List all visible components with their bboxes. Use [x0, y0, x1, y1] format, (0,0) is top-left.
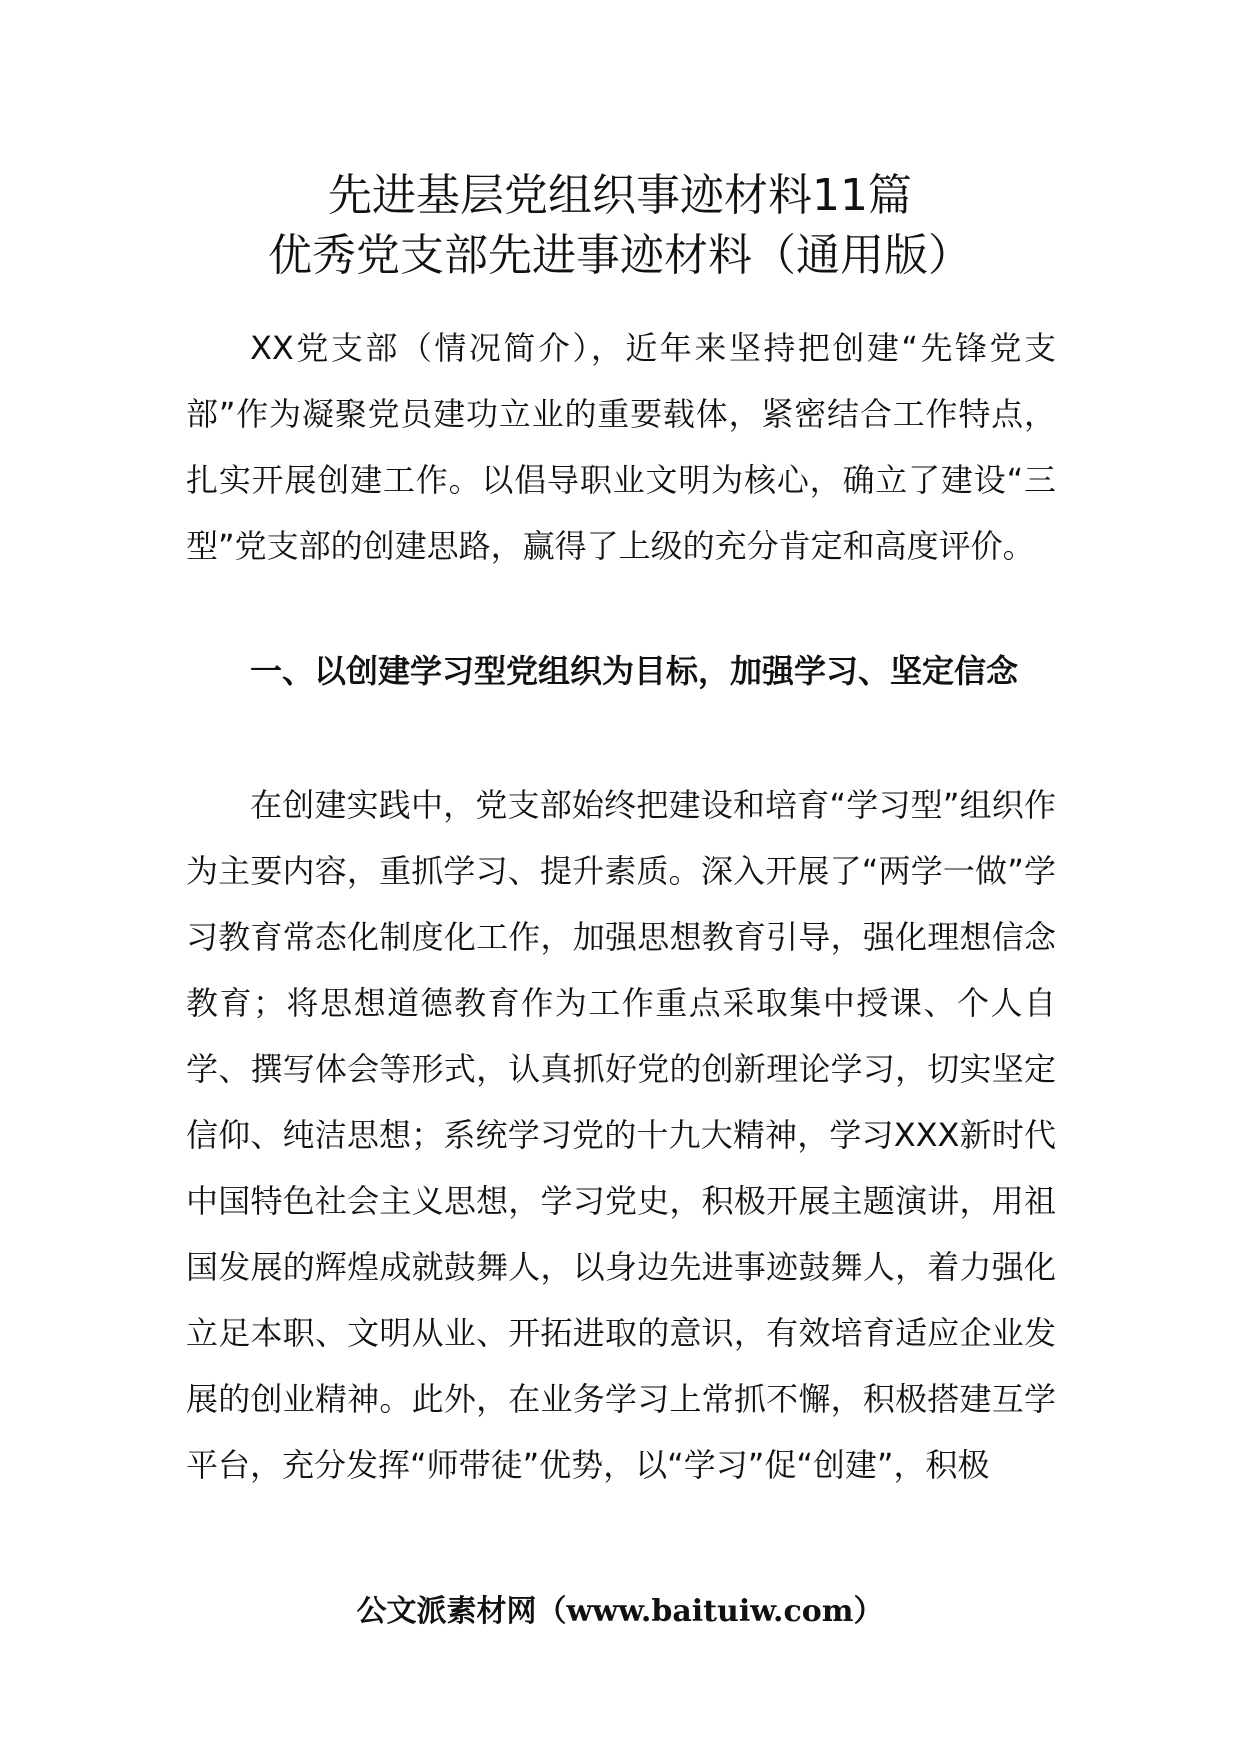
document-title: 先进基层党组织事迹材料11篇 — [328, 170, 912, 221]
document-subtitle: 优秀党支部先进事迹材料（通用版） — [268, 230, 972, 281]
section-heading: 一、以创建学习型党组织为目标，加强学习、坚定信念 — [250, 652, 1019, 690]
footer-watermark: 公文派素材网（www.baituiw.com） — [356, 1594, 884, 1629]
intro-paragraph: XX党支部（情况简介），近年来坚持把创建“先锋党支部”作为凝聚党员建功立业的重要载体，紧密结合工作特点，扎实开展创建工作。以倡导职业文明为核心，确立了建设“三型”党支部的创建思路，赢得了上级的充分肯定和高度评价。 — [186, 329, 1056, 565]
body-paragraph: 在创建实践中，党支部始终把建设和培育“学习型”组织作为主要内容，重抓学习、提升素质。深入开展了“两学一做”学习教育常态化制度化工作，加强思想教育引导，强化理想信念教育；将思想道德教育作为工作重点采取集中授课、个人自学、撰写体会等形式，认真抓好党的创新理论学习，切实坚定信仰、纯洁思想；系统学习党的十九大精神，学习XXX新时代中国特色社会主义思想，学习党史，积极开展主题演讲，用祖国发展的辉煌成就鼓舞人，以身边先进事迹鼓舞人，着力强化立足本职、文明从业、开拓进取的意识，有效培育适应企业发展的创业精神。此外，在业务学习上常抓不懈，积极搭建互学平台，充分发挥“师带徒”优势，以“学习”促“创建”，积极 — [186, 786, 1056, 1484]
